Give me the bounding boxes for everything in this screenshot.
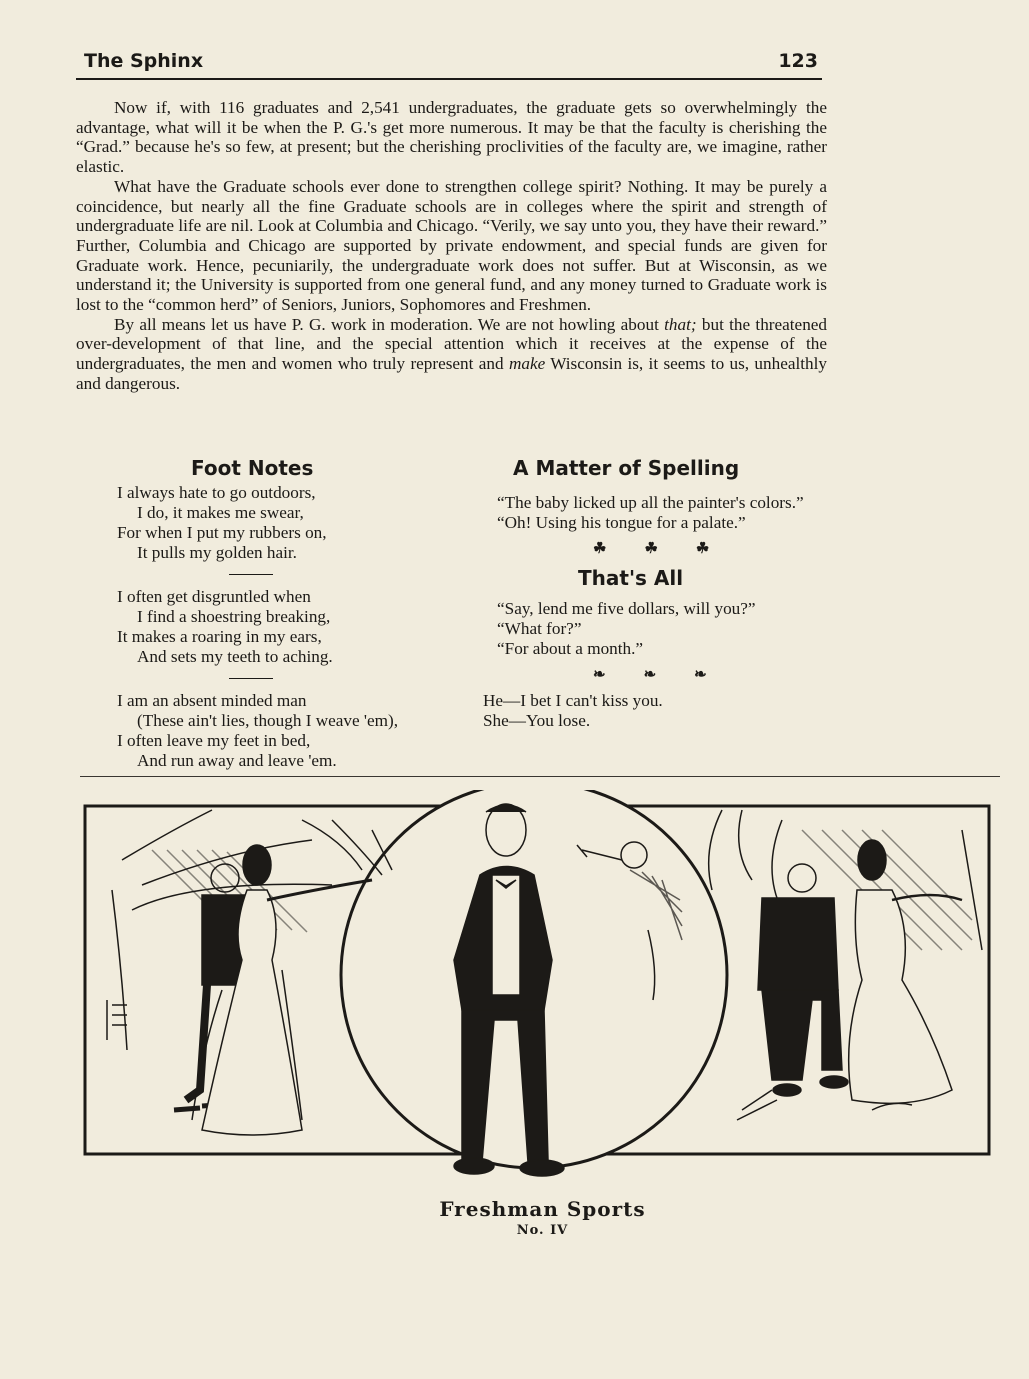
joke-line: She—You lose.: [483, 711, 591, 730]
joke-line: “Oh! Using his tongue for a palate.”: [497, 513, 746, 532]
poem-line: And sets my teeth to aching.: [137, 647, 333, 666]
stanza-divider: [229, 678, 273, 679]
freshman-sports-illustration: [82, 790, 992, 1186]
poem-line: I always hate to go outdoors,: [117, 483, 316, 502]
foot-notes-column: [117, 455, 447, 771]
joke-line: “For about a month.”: [497, 639, 644, 658]
spelling-joke: [483, 493, 833, 533]
essay-p3-part-c: Wisconsin is, it seems to us, unhealthly and dangerous.: [76, 354, 827, 393]
magazine-title: The Sphinx: [84, 50, 204, 72]
thats-all-joke: [483, 599, 833, 659]
joke-line: “What for?”: [497, 619, 582, 638]
caption-subtitle: No. IV: [516, 1223, 569, 1238]
kiss-joke: [483, 691, 833, 731]
poem-line: I find a shoestring breaking,: [137, 607, 331, 626]
essay-paragraph-2: What have the Graduate schools ever done to strengthen college spirit? Nothing. It may be purely a coincidence, but nearly all the fine Graduate schools are in colleges where the spirit and strength of undergraduate life are nil. Look at Columbia and Chicago. “Verily, we say unto you, they have their reward.” Further, Columbia and Chicago are supported by private endowment, and special funds are given for Graduate work. Hence, pecuniarily, the undergraduate work does not suffer. But at Wisconsin, as we understand it; the University is supported from one general fund, and any money turned to Graduate work is lost to the “common herd” of Seniors, Juniors, Sophomores and Freshmen.: [76, 176, 827, 315]
essay-p3-emphasis-that: that;: [664, 314, 697, 334]
joke-line: “Say, lend me five dollars, will you?”: [497, 599, 756, 618]
seated-couple-drawing: [709, 810, 982, 1120]
essay-p3-emphasis-make: make: [508, 354, 546, 374]
stanza-divider: [229, 574, 273, 575]
page-number: 123: [778, 50, 818, 72]
essay-paragraph-1: Now if, with 116 graduates and 2,541 undergraduates, the graduate gets so overwhelmingly the advantage, what will it be when the P. G.'s get more numerous. It may be that the faculty is cherishing the “Grad.” because he's so few, at present; but the cherishing proclivities of the faculty are, we imagine, rather elastic.: [76, 98, 827, 177]
poem-stanza-1: [117, 483, 447, 563]
essay-p3-part-a: By all means let us have P. G. work in moderation. We are not howling about: [114, 314, 665, 334]
poem-line: It makes a roaring in my ears,: [117, 627, 322, 646]
thats-all-title: That's All: [578, 566, 684, 590]
illustration-caption: [0, 1197, 1029, 1238]
ornament-clover-icon: ☘☘☘: [593, 541, 748, 557]
essay-paragraph-3: [76, 315, 827, 394]
poem-stanza-2: [117, 587, 447, 667]
poem-line: It pulls my golden hair.: [137, 543, 297, 562]
spelling-title: A Matter of Spelling: [513, 456, 740, 480]
essay-body: [76, 98, 827, 394]
ornament-leaf-icon: ❧❧❧: [593, 667, 745, 683]
poem-line: (These ain't lies, though I weave 'em),: [137, 711, 399, 730]
poem-line: And run away and leave 'em.: [137, 751, 337, 770]
section-divider: [80, 776, 1000, 777]
jokes-column: [483, 455, 833, 731]
joke-line: He—I bet I can't kiss you.: [483, 691, 663, 710]
caption-title: Freshman Sports: [439, 1197, 646, 1221]
essay-p3-part-b: but the threatened over-development of that line, and the special attention which it receives at the expense of the undergraduates, the men and women who truly represent and: [76, 314, 828, 374]
poem-line: For when I put my rubbers on,: [117, 523, 327, 542]
running-head: [76, 48, 822, 80]
poem-stanza-3: [117, 691, 447, 771]
poem-line: I often leave my feet in bed,: [117, 731, 311, 750]
poem-line: I often get disgruntled when: [117, 587, 311, 606]
poem-line: I am an absent minded man: [117, 691, 307, 710]
foot-notes-title: Foot Notes: [191, 456, 314, 480]
poem-line: I do, it makes me swear,: [137, 503, 304, 522]
joke-line: “The baby licked up all the painter's colors.”: [497, 493, 804, 512]
